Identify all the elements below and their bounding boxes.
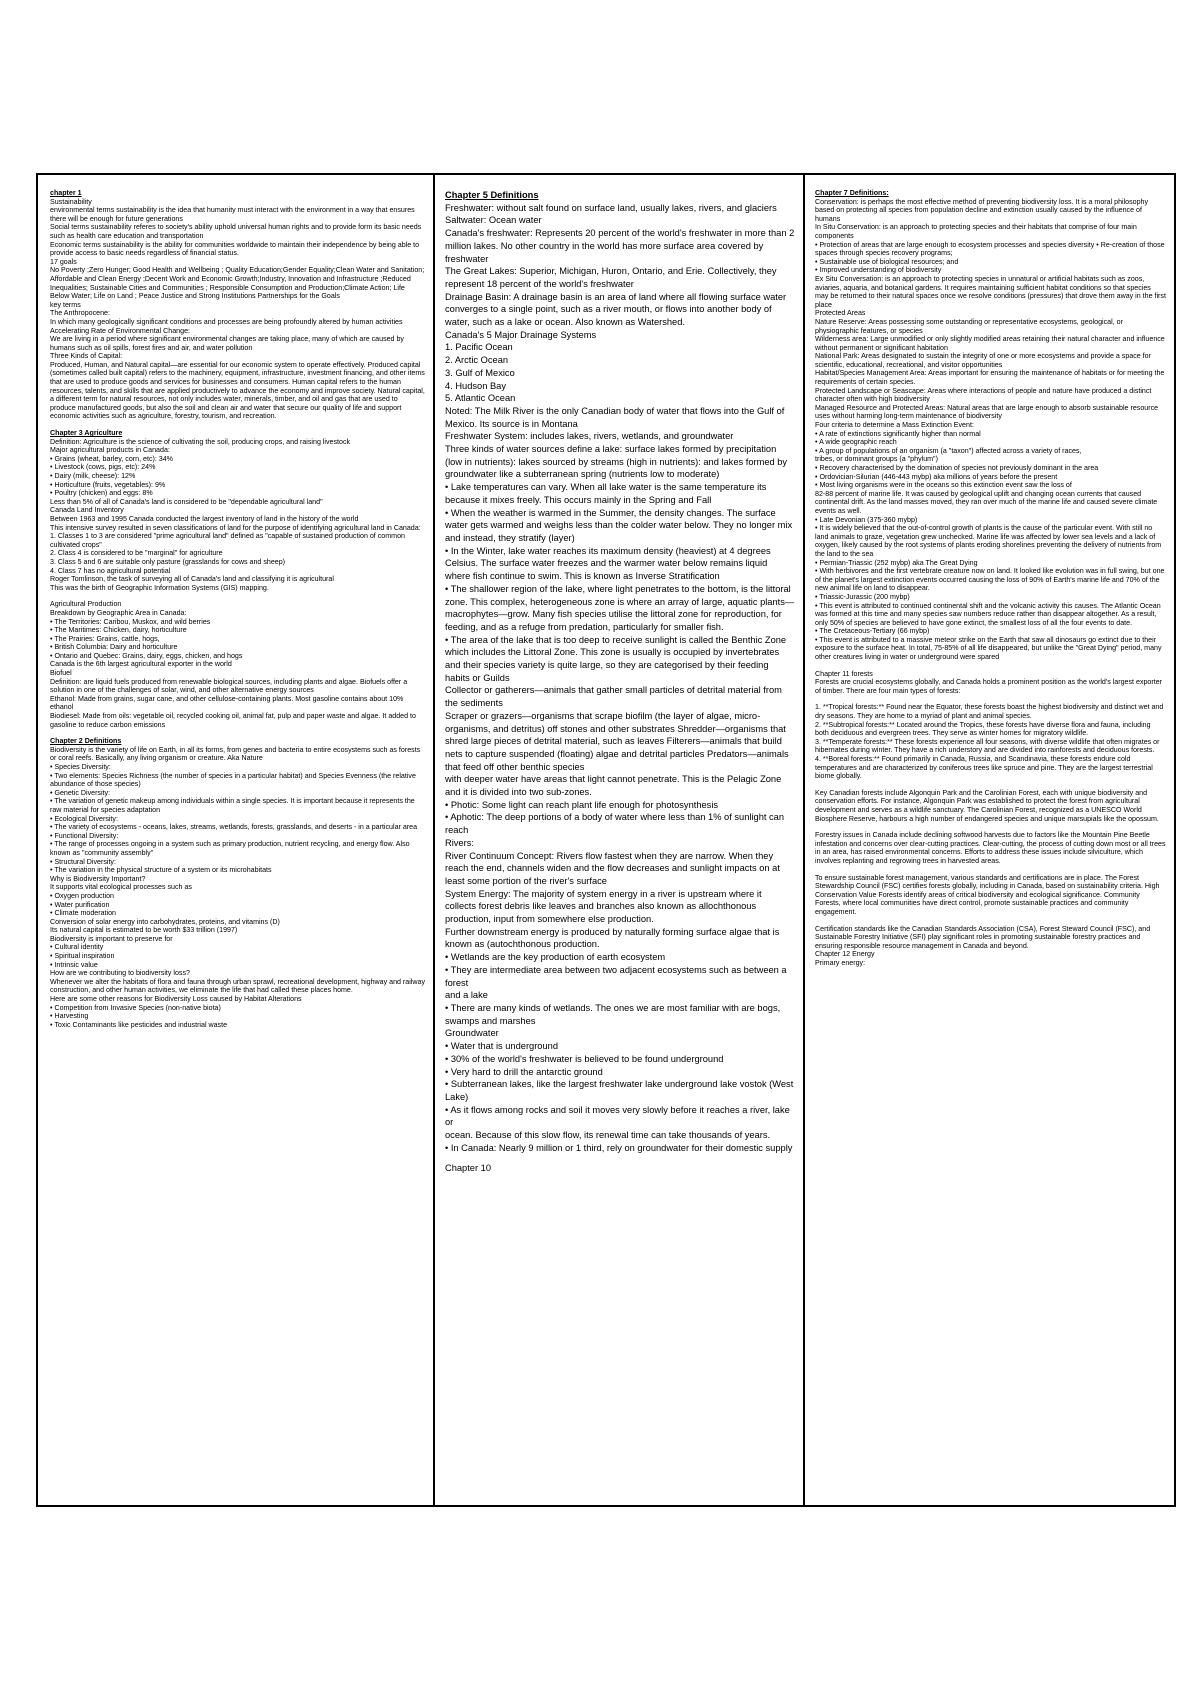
note-line: Scraper or grazers—organisms that scrape biofilm (the layer of algae, micro-organisms, and detritus) off stones and other substrates Shredder—organisms that shred large pieces of detrital material, such as leaves Filterers—animals that build nets to capture suspended (floating) algae and detrital particles Predators—animals that feed off other benthic species [445, 710, 789, 772]
note-line: Breakdown by Geographic Area in Canada: [50, 608, 187, 617]
note-line: • Functional Diversity: [50, 831, 119, 840]
note-line: 2. **Subtropical forests:** Located around the Tropics, these forests have diverse flora and fauna, including both deciduous and evergreen trees. They serve as winter homes for migratory wildlife. [815, 720, 1151, 738]
note-line: • There are many kinds of wetlands. The ones we are most familiar with are bogs, [445, 1003, 781, 1013]
note-line: The Anthropocene: [50, 309, 110, 318]
note-line: Three Kinds of Capital: [50, 352, 123, 361]
note-line: National Park: Areas designated to sustain the integrity of one or more ecosystems and provide a space for scientific, educational, recreational, and visitor opportunities [815, 352, 1151, 369]
note-line: Ethanol: Made from grains, sugar cane, and other cellulose-containing plants. Most gasoline contains about 10% ethanol [50, 694, 404, 712]
note-line: • Improved understanding of biodiversity [815, 266, 942, 275]
note-line: Protected Areas [815, 309, 866, 318]
note-line: tribes, or dominant groups (a "phylum") [815, 455, 938, 464]
note-line: Certification standards like the Canadian Standards Association (CSA), Forest Steward Council (FSC), and Sustainable Forestry Initiative (SFI) play significant roles in promoting sustainable forestry practices and ensuring responsible resource management in Canada and beyond. [815, 924, 1151, 950]
note-line: • A group of populations of an organism (a "taxon") affected across a variety of races, [815, 446, 1082, 455]
note-line: Noted: The Milk River is the only Canadian body of water that flows into the Gulf of Mexico. Its source is in Montana [445, 405, 785, 429]
note-line: 2. Class 4 is considered to be "marginal" for agriculture [50, 549, 223, 558]
column-middle [433, 175, 803, 1505]
note-line: • The variation in the physical structure of a system or its microhabitats [50, 866, 272, 875]
note-line: • The area of the lake that is too deep to receive sunlight is called the Benthic Zone which includes the Littoral Zone. This zone is usually is occupied by invertebrates and their species variety is quite large, so they are categorised by their feeding habits or Guilds [445, 634, 787, 683]
note-line: swamps and marshes [445, 1015, 536, 1026]
note-line: 4. Class 7 has no agricultural potential [50, 566, 171, 575]
note-line: In which many geologically significant conditions and processes are being profoundly altered by human activities [50, 317, 403, 326]
note-line: To ensure sustainable forest management, various standards and certifications are in place. The Forest Stewardship Council (FSC) certifies forests globally, including in Canada, based on sustainability criteria. High Conservation Value Forests identify areas of critical biodiversity and ecological significance. Community Forests, where local communities have direct control, promote sustainable practices and community engagement. [815, 873, 1160, 916]
note-line: Canada's 5 Major Drainage Systems [445, 329, 597, 340]
note-line: 4. **Boreal forests:** Found primarily in Canada, Russia, and Scandinavia, these forests endure cold temperatures and are characterized by coniferous trees like spruce and pine. They are the largest terrestrial biome globally. [815, 755, 1153, 781]
note-line: It supports vital ecological processes such as [50, 883, 192, 892]
note-line: • The variety of ecosystems - oceans, lakes, streams, wetlands, forests, grasslands, and deserts - in a particular area [50, 823, 418, 832]
spacer [815, 781, 1166, 789]
note-line: • Recovery characterised by the domination of species not previously dominant in the area [815, 464, 1099, 472]
note-line: Social terms sustainability referes to society's ability uphold universal human rights and to provide form its basic needs such as health care education and transportation [50, 223, 422, 240]
note-line: • British Columbia: Dairy and horticulture [50, 643, 178, 652]
note-line: • Cultural identity [50, 943, 104, 952]
section-heading: Chapter 5 Definitions [445, 190, 539, 200]
note-line: Biodiesel: Made from oils: vegetable oil, recycled cooking oil, animal fat, pulp and paper waste and algae. It added to gasoline to reduce carbon emissions [50, 712, 416, 729]
note-line: • Intrinsic value [50, 960, 98, 969]
note-line: 5. Atlantic Ocean [445, 393, 516, 404]
note-line: • Photic: Some light can reach plant life enough for photosynthesis [445, 799, 719, 810]
spacer [50, 592, 425, 600]
note-line: Nature Reserve: Areas possessing some outstanding or representative ecosystems, geological, or physiographic features, or species [815, 317, 1123, 335]
column-right [803, 175, 1174, 1505]
note-line: Whenever we alter the habitats of flora and fauna through urban sprawl, recreational development, highway and railway construction, and other human activities, we eliminate the life that had called these places home. [50, 977, 426, 995]
note-line: Lake) [445, 1091, 469, 1102]
note-line: In Situ Conservation: is an approach to protecting species and their habitats that comprise of four main components [815, 223, 1137, 240]
note-line: • Lake temperatures can vary. When all lake water is the same temperature its because it mixes freely. This occurs mainly in the Spring and Fall [445, 482, 767, 505]
section-heading: chapter 1 [50, 189, 82, 197]
note-line: • A rate of extinctions significantly higher than normal [815, 429, 981, 438]
spacer [815, 917, 1166, 925]
note-line: • Climate moderation [50, 909, 116, 918]
note-line: • Competition from Invasive Species (non-native biota) [50, 1003, 221, 1012]
note-line: • Wetlands are the key production of earth ecosystem [445, 952, 666, 963]
note-line: • The Territories: Caribou, Muskox, and wild berries [50, 617, 211, 626]
note-line: Further downstream energy is produced by naturally forming surface algae that is known as (autochthonous production. [445, 926, 780, 950]
note-line: • Subterranean lakes, like the largest freshwater lake underground lake vostok (West [445, 1079, 794, 1090]
note-line: • They are intermediate area between two adjacent ecosystems such as between a forest [445, 964, 787, 988]
note-line: • Livestock (cows, pigs, etc): 24% [50, 463, 156, 472]
spacer [50, 729, 425, 737]
note-line: • The Prairies: Grains, cattle, hogs, [50, 634, 160, 643]
note-line: • The Maritimes: Chicken, dairy, horticulture [50, 626, 187, 635]
note-line: • Ecological Diversity: [50, 814, 118, 823]
note-line: Agricultural Production [50, 600, 122, 609]
section-heading: Chapter 3 Agriculture [50, 429, 123, 438]
note-line: Canada Land Inventory [50, 506, 124, 515]
note-line: • 30% of the world's freshwater is believed to be found underground [445, 1053, 724, 1064]
note-line: Forestry issues in Canada include declining softwood harvests due to factors like the Mountain Pine Beetle infestation and concerns over clear-cutting practices. Clear-cutting, the process of cutting down most or all trees in an area, has raised environmental concerns. Efforts to address these issues include silviculture, which involves replanting and regrowing trees in harvested areas. [815, 831, 1166, 865]
note-line: • Toxic Contaminants like pesticides and industrial waste [50, 1020, 228, 1029]
note-line: Less than 5% of all of Canada's land is considered to be "dependable agricultural land" [50, 497, 323, 506]
note-line: • Poultry (chicken) and eggs: 8% [50, 489, 153, 498]
note-line: Forests are crucial ecosystems globally, and Canada holds a prominent position as the world's largest exporter of timber. There are four main types of forests: [815, 678, 1163, 695]
note-line: Habitat/Species Management Area: Areas important for ensuring the maintenance of habitats or for meeting the requirements of certain species. [815, 369, 1165, 387]
note-line: • Spiritual inspiration [50, 952, 115, 961]
note-line: Economic terms sustainability is the ability for communities worldwide to maintain their independence by being able to provide access to basic needs regardless of financial status. [50, 240, 420, 258]
note-line: Definition: Agriculture is the science of cultivating the soil, producing crops, and raising livestock [50, 437, 351, 446]
note-line: Drainage Basin: A drainage basin is an area of land where all flowing surface water converges to a single point, such as a river mouth, or flows into another body of water, such as a lake or ocean. Also known as Watershed. [445, 291, 787, 328]
note-line: Roger Tomlinson, the task of surveying all of Canada's land and classifying it is agricultural [50, 575, 334, 584]
spacer [50, 421, 425, 429]
note-line: Canada is the 6th largest agricultural exporter in the world [50, 660, 232, 669]
note-line: Here are some other reasons for Biodiversity Loss caused by Habitat Alterations [50, 995, 302, 1004]
spacer [815, 662, 1166, 670]
note-line: • A wide geographic reach [815, 438, 897, 447]
spacer [445, 1154, 795, 1162]
note-line: Biodiversity is important to preserve for [50, 934, 173, 943]
note-line: • Sustainable use of biological resources; and [815, 257, 959, 266]
note-line: Biofuel [50, 669, 72, 678]
section-heading: Chapter 2 Definitions [50, 737, 122, 746]
note-line: 3. **Temperate forests:** These forests experience all four seasons, with diverse wildlife that often migrates or hibernates during winter. They have a rich understory and are divided into rainforests and deciduous forests. [815, 737, 1160, 755]
note-line: The Great Lakes: Superior, Michigan, Huron, Ontario, and Erie. Collectively, they represent 18 percent of the world's freshwater [445, 266, 777, 289]
note-line: and a lake [445, 990, 488, 1001]
note-line: • Water that is underground [445, 1041, 558, 1052]
note-line: • Triassic-Jurassic (200 mybp) [815, 592, 910, 601]
note-line: • It is widely believed that the out-of-control growth of plants is the cause of the particular event. With still no land animals to graze, vegetation grew unchecked. Marine life was affected by lower sea levels and a lack of oxygen, likely caused by the root systems of plants eroding shorelines preventing the delivery of nutrients from the land to the sea [815, 524, 1162, 558]
note-line: with deeper water have areas that light cannot penetrate. This is the Pelagic Zone and it is divided into two sub-zones. [445, 774, 782, 798]
note-line: This intensive survey resulted in seven classifications of land for the purpose of identifying agricultural land in Canada: [50, 523, 421, 532]
note-line: • In the Winter, lake water reaches its maximum density (heaviest) at 4 degrees Celsius. The surface water freezes and the warmer water below remains liquid where fish continue to swim. This is known as Inverse Stratification [445, 545, 771, 582]
note-line: • The Cretaceous-Tertiary (66 mybp) [815, 627, 930, 636]
spacer [815, 866, 1166, 874]
note-line: System Energy: The majority of system energy in a river is upstream where it collects forest debris like leaves and branches also known as allochthonous production, input from somewhere else production. [445, 888, 762, 925]
note-line: Primary energy: [815, 958, 866, 967]
note-line: 82-88 percent of marine life. It was caused by geological uplift and changing ocean currents that caused continental drift. As the land masses moved, they ran over much of the marine life and caused severe climate events as well. [815, 489, 1158, 515]
note-line: • As it flows among rocks and soil it moves very slowly before it reaches a river, lake or [445, 1104, 790, 1128]
note-line: • Dairy (milk, cheese): 12% [50, 472, 136, 480]
note-line: • The range of processes ongoing in a system such as primary production, nutrient recycling, and energy flow. Also known as "community assembly" [50, 840, 410, 857]
note-line: Canada's freshwater: Represents 20 percent of the world's freshwater in more than 2 million lakes. No other country in the world has more surface area covered by freshwater [445, 228, 795, 264]
note-line: Key Canadian forests include Algonquin Park and the Carolinian Forest, each with unique biodiversity and conservation efforts. For instance, Algonquin Park was established to protect the forest from agricultural development and serves as a wildlife sanctuary. The Carolinian Forest, recognized as a UNESCO World Biosphere Reserve, harbours a high number of endangered species and unique marsupials like the opossum. [815, 788, 1159, 823]
note-line: 1. Classes 1 to 3 are considered "prime agricultural land" defined as "capable of sustained production of common cultivated crops" [50, 532, 405, 549]
note-line: Chapter 11 forests [815, 669, 873, 678]
note-line: 17 goals [50, 257, 77, 266]
note-line: River Continuum Concept: Rivers flow fastest when they are narrow. When they reach the end, channels widen and the flow decreases and sunlight impacts on at least some portion of the river's surface [445, 850, 780, 886]
note-line: This was the birth of Geographic Information Systems (GIS) mapping. [50, 583, 269, 592]
note-line: • The variation of genetic makeup among individuals within a single species. It is important because it represents the raw material for species adaptation [50, 797, 415, 814]
note-line: key terms [50, 300, 81, 309]
note-line: Freshwater System: includes lakes, rivers, wetlands, and groundwater [445, 431, 734, 442]
note-line: Biodiversity is the variety of life on Earth, in all its forms, from genes and bacteria to entire ecosystems such as forests or coral reefs. Basically, any living organism or creature. Aka Nature [50, 745, 421, 763]
note-line: Major agricultural products in Canada: [50, 446, 170, 455]
section-heading: Chapter 7 Definitions: [815, 189, 889, 197]
note-line: • Water purification [50, 900, 110, 909]
note-line: • Structural Diversity: [50, 857, 116, 866]
note-line: Managed Resource and Protected Areas: Natural areas that are large enough to absorb sustainable resource uses without harming long-term maintenance of biodiversity [815, 403, 1159, 421]
note-line: Freshwater: without salt found on surface land, usually lakes, rivers, and glaciers [445, 202, 777, 213]
notes-sheet [36, 173, 1176, 1507]
note-line: 4. Hudson Bay [445, 380, 506, 391]
note-line: Between 1963 and 1995 Canada conducted the largest inventory of land in the history of the world [50, 514, 359, 523]
note-line: ocean. Because of this slow flow, its renewal time can take thousands of years. [445, 1130, 771, 1141]
note-line: • Harvesting [50, 1012, 89, 1021]
note-line: Ex Situ Conversation: is an approach to protecting species in unnatural or artificial habitats such as zoos, aviaries, aquaria, and botanical gardens. It requires maintaining sufficient habitat conditions so that species may be returned to their natural spaces once we resolve conditions (pressures) that drove them away in the first place [815, 274, 1166, 309]
note-line: Sustainability [50, 197, 92, 206]
note-line: • Horticulture (fruits, vegetables): 9% [50, 480, 166, 489]
note-line: • Permian-Triassic (252 mybp) aka The Great Dying [815, 558, 978, 567]
note-line: Wilderness area: Large unmodified or only slightly modified areas retaining their natural character and influence without permanent or significant habitation [815, 335, 1165, 352]
note-line: No Poverty ;Zero Hunger; Good Health and Wellbeing ; Quality Education;Gender Equality;Clean Water and Sanitation; Affordable and Clean Energy ;Decent Work and Economic Growth;Industry, Innovation and Infrastructure ;Reduced Inequalities; Sustainable Cities and Communities ; Responsible Consumption and Production;Climate Action; Life Below Water; Life on Land ; Peace Justice and Strong Institutions Partnerships for the Goals [50, 266, 425, 301]
note-line: How are we contributing to biodiversity loss? [50, 969, 190, 978]
note-line: Produced, Human, and Natural capital—are essential for our economic system to operate effectively. Produced capital (sometimes called built capital) refers to the machinery, equipment, infrastructure, investment financing, and other items that are used to produce goods and services for businesses and consumers. Human capital refers to the human resources, talents, and skills that are applied productively to advance the economy and improve society. Natural capital, a different term for natural resources, not only includes water, minerals, timber, and oil and gas that are used to produce manufactured goods, but also the soil and clean air and water that secure our quality of life and support economic activities such as agriculture, forestry, tourism, and recreation. [50, 360, 425, 421]
note-line: • Species Diversity: [50, 763, 111, 771]
note-line: • Ordovician-Silurian (446-443 mybp) aka millions of years before the present [815, 472, 1058, 481]
note-line: • Two elements: Species Richness (the number of species in a particular habitat) and Species Evenness (the relative abundance of those species) [50, 771, 416, 789]
note-line: • Most living organisms were in the oceans so this extinction event saw the loss of [815, 481, 1072, 490]
note-line: • Very hard to drill the antarctic ground [445, 1066, 603, 1077]
note-line: • This event is attributed to continued continental shift and the volcanic activity this causes. The Atlantic Ocean was formed at this time and many species saw numbers reduce rather than disappear altogether. As a result, only 50% of species are believed to have gone extinct, the smallest loss of all the four events to date. [815, 601, 1161, 627]
note-line: Saltwater: Ocean water [445, 215, 542, 226]
note-line: zone. This complex, heterogeneous zone is where an array of large, aquatic plants—macrophytes—grow. Many fish species utilise the littoral zone for reproduction, for feeding, and as a refuge from predation, particularly for smaller fish. [445, 596, 795, 632]
note-line: Conversion of solar energy into carbohydrates, proteins, and vitamins (D) [50, 917, 280, 926]
note-line: • Grains (wheat, barley, corn, etc): 34% [50, 454, 173, 463]
column-left [38, 175, 433, 1505]
note-line: 2. Arctic Ocean [445, 355, 509, 366]
note-line: Three kinds of water sources define a lake: surface lakes formed by precipitation (low in nutrients): lakes sourced by streams (high in nutrients): and lakes formed by groundwater like a subterranean spring (nutrients low to moderate) [445, 444, 788, 480]
note-line: We are living in a period where significant environmental changes are taking place, many of which are caused by humans such as oil spills, forest fires and air, and water pollution [50, 335, 404, 352]
note-line: Definition: are liquid fuels produced from renewable biological sources, including plants and algae. Biofuels offer a solution in one of the challenges of solar, wind, and other alternative energy sources [50, 677, 408, 695]
note-line: Why is Biodiversity Important? [50, 874, 146, 883]
note-line: • Genetic Diversity: [50, 788, 111, 797]
note-line: Collector or gatherers—animals that gather small particles of detrital material from the sediments [445, 685, 782, 709]
note-line: • With herbivores and the first vertebrate creature now on land. It looked like evolution was in full swing, but one of the planet's largest extinction events occurred causing the loss of 90% of Earth's marine life and 70% of the new animal life on land to disappear. [815, 567, 1165, 593]
note-line: • In Canada: Nearly 9 million or 1 third, rely on groundwater for their domestic supply [445, 1142, 793, 1153]
spacer [815, 823, 1166, 831]
note-line: 3. Class 5 and 6 are suitable only pasture (grasslands for cows and sheep) [50, 557, 286, 566]
note-line: Four criteria to determine a Mass Extinction Event: [815, 421, 974, 430]
note-line: Groundwater [445, 1028, 499, 1039]
note-line: Conservation: is perhaps the most effective method of preventing biodiversity loss. It is a moral philosophy based on protecting all species from population decline and extinction usually caused by the influence of humans [815, 197, 1149, 223]
note-line: • The shallower region of the lake, where light penetrates to the bottom, is the littoral [445, 583, 791, 594]
note-line: Chapter 10 [445, 1163, 491, 1174]
note-line: 3. Gulf of Mexico [445, 367, 515, 378]
note-line: • This event is attributed to a massive meteor strike on the Earth that saw all dinosaurs go extinct due to their exposure to the surface heat. In total, 75-85% of all life disappeared, but unlike the "Great Dying" period, many other creatures living in water or underground were spared [815, 635, 1162, 662]
note-line: Accelerating Rate of Environmental Change: [50, 326, 190, 335]
note-line: 1. **Tropical forests:** Found near the Equator, these forests boast the highest biodiversity and distinct wet and dry seasons. They are home to a myriad of plant and animal species. [815, 703, 1164, 721]
note-line: Chapter 12 Energy [815, 950, 875, 959]
note-line: • Ontario and Quebec: Grains, dairy, eggs, chicken, and hogs [50, 651, 243, 660]
note-line: environmental terms sustainability is the idea that humanity must interact with the environment in a way that ensures there will be enough for future generations [50, 206, 415, 223]
note-line: • Protection of areas that are large enough to ecosystem processes and species diversity • Re-creation of those spaces through species recovery programs; [815, 240, 1165, 258]
spacer [815, 695, 1166, 703]
note-line: Rivers: [445, 837, 474, 848]
note-line: • When the weather is warmed in the Summer, the density changes. The surface water gets warmed and weighs less than the colder water below. They no longer mix and instead, they stratify (layer) [445, 507, 793, 543]
note-line: Its natural capital is estimated to be worth $33 trillion (1997) [50, 926, 238, 935]
note-line: • Oxygen production [50, 891, 114, 900]
note-line: • Aphotic: The deep portions of a body of water where less than 1% of sunlight can reach [445, 812, 785, 836]
note-line: 1. Pacific Ocean [445, 342, 513, 353]
note-line: • Late Devonian (375-360 mybp) [815, 515, 918, 524]
note-line: Protected Landscape or Seascape: Areas where interactions of people and nature have produced a distinct character often with high biodiversity [815, 386, 1152, 404]
